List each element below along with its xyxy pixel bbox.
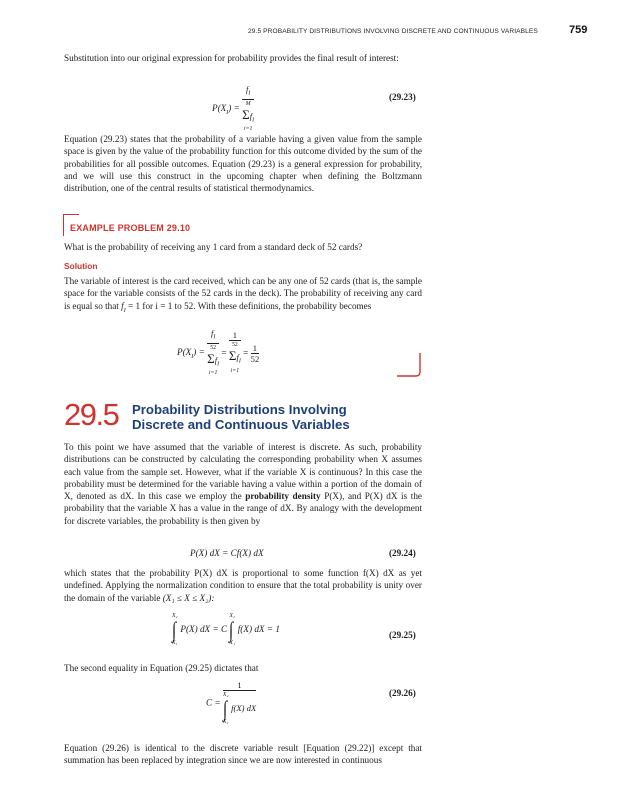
running-header: 29.5 PROBABILITY DISTRIBUTIONS INVOLVING DISCRETE AND CONTINUOUS VARIABLES — [248, 28, 538, 35]
intro-paragraph: Substitution into our original expression for probability provides the final result of interest: — [64, 53, 399, 63]
section-number: 29.5 — [64, 397, 119, 432]
example-equation: $P(X_I)$ = $f_I$ 52 $\Sigma f_I$ i=1 = 1 52 $\Sigma f_I$ i=1 = $\frac{1}{52}$ — [177, 328, 260, 377]
example-fraction-1: $f_I$ 52 $\Sigma f_I$ i=1 — [207, 328, 220, 377]
summation: M $\Sigma f_I$ i=1 — [242, 100, 255, 133]
second-equality-paragraph: The second equality in Equation (29.25) dictates that — [64, 663, 259, 673]
example-top-rule — [63, 214, 79, 215]
equation-29-26: C = 1 X₂ ∫ X₁ f(X) dX — [206, 680, 257, 725]
eq26-fraction: 1 X₂ ∫ X₁ f(X) dX — [222, 680, 257, 725]
example-fraction-2: 1 52 $\Sigma f_I$ i=1 — [228, 330, 241, 375]
solution-label: Solution — [64, 261, 98, 271]
eq-fraction: $f_I$ M $\Sigma f_I$ i=1 — [242, 84, 255, 133]
example-title: EXAMPLE PROBLEM 29.10 — [70, 223, 191, 233]
equation-number-29-26: (29.26) — [389, 688, 416, 698]
example-fraction-3: $\frac{1}{52}$ — [250, 342, 260, 364]
equation-number-29-23: (29.23) — [389, 92, 416, 102]
explanation-paragraph: Equation (29.23) states that the probability of a variable having a given value from the sample space is given by the value of the probability function for this outcome divided by the sum of the probabilities for all possible outcomes. Equation (29.23) is a general expression for probability, and we will use this construct in the upcoming chapter when defining the Boltzmann distribution, one of the central results of statistical thermodynamics. — [64, 134, 422, 194]
section-title — [132, 402, 350, 432]
example-question: What is the probability of receiving any 1 card from a standard deck of 52 cards? — [64, 242, 363, 252]
example-end-bracket — [396, 352, 422, 378]
section-title-line-2: Discrete and Continuous Variables — [132, 417, 350, 432]
normalization-paragraph: which states that the probability P(X) dX is proportional to some function f(X) dX as yet undefined. Applying the normalization condition to ensure that the total probability is unity over the domain of the variable (X₁ ≤ X ≤ X₂): — [64, 568, 422, 603]
equation-29-23 — [212, 84, 254, 134]
page-number: 759 — [569, 24, 588, 36]
solution-paragraph: The variable of interest is the card received, which can be any one of 52 cards (that is, the sample space for the variable consists of the 52 cards in the deck). The probability of receiving any card is equal so that $f_I = 1$ for i = 1 to 52. With these definitions, the probability becomes — [64, 276, 422, 314]
equation-number-29-24: (29.24) — [389, 548, 416, 558]
section-title-line-1: Probability Distributions Involving — [132, 402, 347, 417]
integral-3: X₂ ∫ X₁ — [222, 692, 229, 725]
example-left-rule — [63, 214, 64, 236]
continuous-intro-paragraph: To this point we have assumed that the variable of interest is discrete. As such, probability distributions can be constructed by calculating the corresponding probability when X assumes each value from the sample set. However, what if the variable X is continuous? In this case the probability must be determined for the variable having a value within a portion of the domain of X, denoted as dX. In this case we employ the probability density P(X), and P(X) dX is the probability that the variable X has a value in the range of dX. By analogy with the development for discrete variables, the probability is then given by — [64, 442, 422, 526]
closing-paragraph: Equation (29.26) is identical to the discrete variable result [Equation (29.22)] except that summation has been replaced by integration since we are now interested in continuous — [64, 743, 422, 766]
equation-29-24: P(X) dX = Cf(X) dX — [190, 548, 264, 558]
integral-2: X₂ ∫ X₁ — [229, 613, 235, 646]
integral-1: X₂ ∫ X₁ — [172, 613, 178, 646]
equation-number-29-25: (29.25) — [389, 630, 416, 640]
eq-lhs: $P(X_I)$ = — [212, 103, 240, 117]
equation-29-25: X₂ ∫ X₁ P(X) dX = C X₂ ∫ X₁ f(X) dX = 1 — [172, 613, 280, 646]
